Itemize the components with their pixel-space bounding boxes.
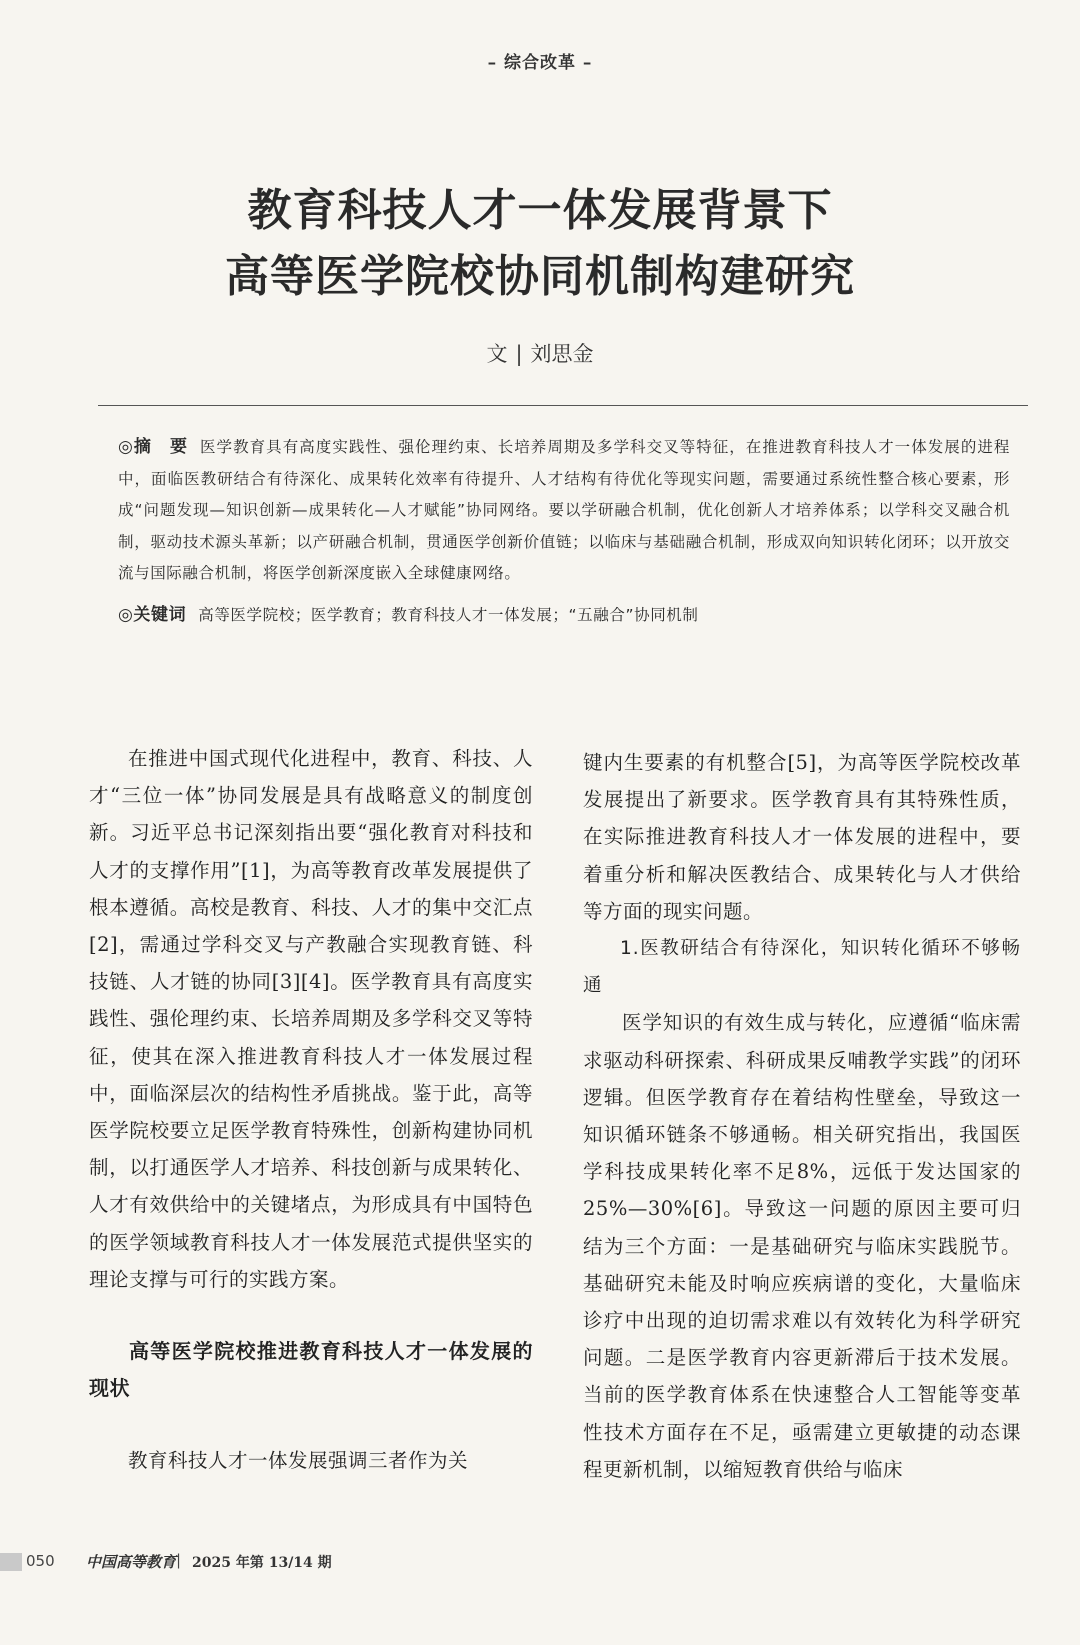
section-heading: 高等医学院校推进教育科技人才一体发展的现状 — [89, 1339, 533, 1401]
body-paragraph: 在推进中国式现代化进程中，教育、科技、人才“三位一体”协同发展是具有战略意义的制度创新。习近平总书记深刻指出要“强化教育对科技和人才的支撑作用”[1]，为高等教育改革发展提供了根本遵循。高校是教育、科技、人才的集中交汇点[2]，需通过学科交叉与产教融合实现教育链、科技链、人才链的协同[3][4]。医学教育具有高度实践性、强伦理约束、长培养周期及多学科交叉等特征，使其在深入推进教育科技人才一体发展过程中，面临深层次的结构性矛盾挑战。鉴于此，高等医学院校要立足医学教育特殊性，创新构建协同机制，以打通医学人才培养、科技创新与成果转化、人才有效供给中的关键堵点，为形成具有中国特色的医学领域教育科技人才一体发展范式提供坚实的理论支撑与可行的实践方案。 — [89, 747, 533, 1291]
body-paragraph: 教育科技人才一体发展强调三者作为关 — [128, 1449, 469, 1473]
body-column-right — [583, 744, 1021, 1488]
page-number: 050 — [26, 1552, 55, 1570]
footer-divider: | — [176, 1551, 182, 1569]
abstract-label: ◎摘 要 — [118, 437, 188, 457]
abstract — [118, 432, 1010, 590]
footer-tab-marker — [0, 1553, 22, 1571]
byline-separator: | — [515, 342, 523, 366]
body-column-left — [89, 740, 533, 1480]
body-paragraph: 键内生要素的有机整合[5]，为高等医学院校改革发展提出了新要求。医学教育具有其特殊性质，在实际推进教育科技人才一体发展的进程中，要着重分析和解决医教结合、成果转化与人才供给等方面的现实问题。 — [583, 751, 1021, 923]
page-footer — [0, 1547, 1080, 1577]
article-title — [0, 178, 1080, 310]
issue-info: 2025 年第 13/14 期 — [192, 1555, 332, 1571]
byline-prefix: 文 — [486, 342, 508, 366]
publication-name: 中国高等教育 — [86, 1553, 177, 1571]
body-paragraph: 医学知识的有效生成与转化，应遵循“临床需求驱动科研探索、科研成果反哺教学实践”的闭环逻辑。但医学教育存在着结构性壁垒，导致这一知识循环链条不够通畅。相关研究指出，我国医学科技成果转化率不足8%，远低于发达国家的25%—30%[6]。导致这一问题的原因主要可归结为三个方面：一是基础研究与临床实践脱节。基础研究未能及时响应疾病谱的变化，大量临床诊疗中出现的迫切需求难以有效转化为科学研究问题。二是医学教育内容更新滞后于技术发展。当前的医学教育体系在快速整合人工智能等变革性技术方面存在不足，亟需建立更敏捷的动态课程更新机制，以缩短教育供给与临床 — [583, 1011, 1021, 1481]
keywords-label: ◎关键词 — [118, 605, 187, 625]
title-line-2: 高等医学院校协同机制构建研究 — [225, 251, 855, 302]
author-name: 刘思金 — [530, 342, 594, 366]
header-rule — [98, 405, 1028, 406]
title-line-1: 教育科技人才一体发展背景下 — [247, 185, 833, 236]
keywords-text: 高等医学院校；医学教育；教育科技人才一体发展；“五融合”协同机制 — [198, 606, 699, 624]
keywords — [118, 600, 1010, 632]
section-label: – 综合改革 – — [487, 53, 593, 73]
abstract-text: 医学教育具有高度实践性、强伦理约束、长培养周期及多学科交叉等特征，在推进教育科技人才一体发展的进程中，面临医教研结合有待深化、成果转化效率有待提升、人才结构有待优化等现实问题，需要通过系统性整合核心要素，形成“问题发现—知识创新—成果转化—人才赋能”协同网络。要以学研融合机制，优化创新人才培养体系；以学科交叉融合机制，驱动技术源头革新；以产研融合机制，贯通医学创新价值链；以临床与基础融合机制，形成双向知识转化闭环；以开放交流与国际融合机制，将医学创新深度嵌入全球健康网络。 — [118, 438, 1011, 582]
byline — [0, 338, 1080, 368]
subsection-heading: 1.医教研结合有待深化，知识转化循环不够畅通 — [583, 938, 1021, 997]
